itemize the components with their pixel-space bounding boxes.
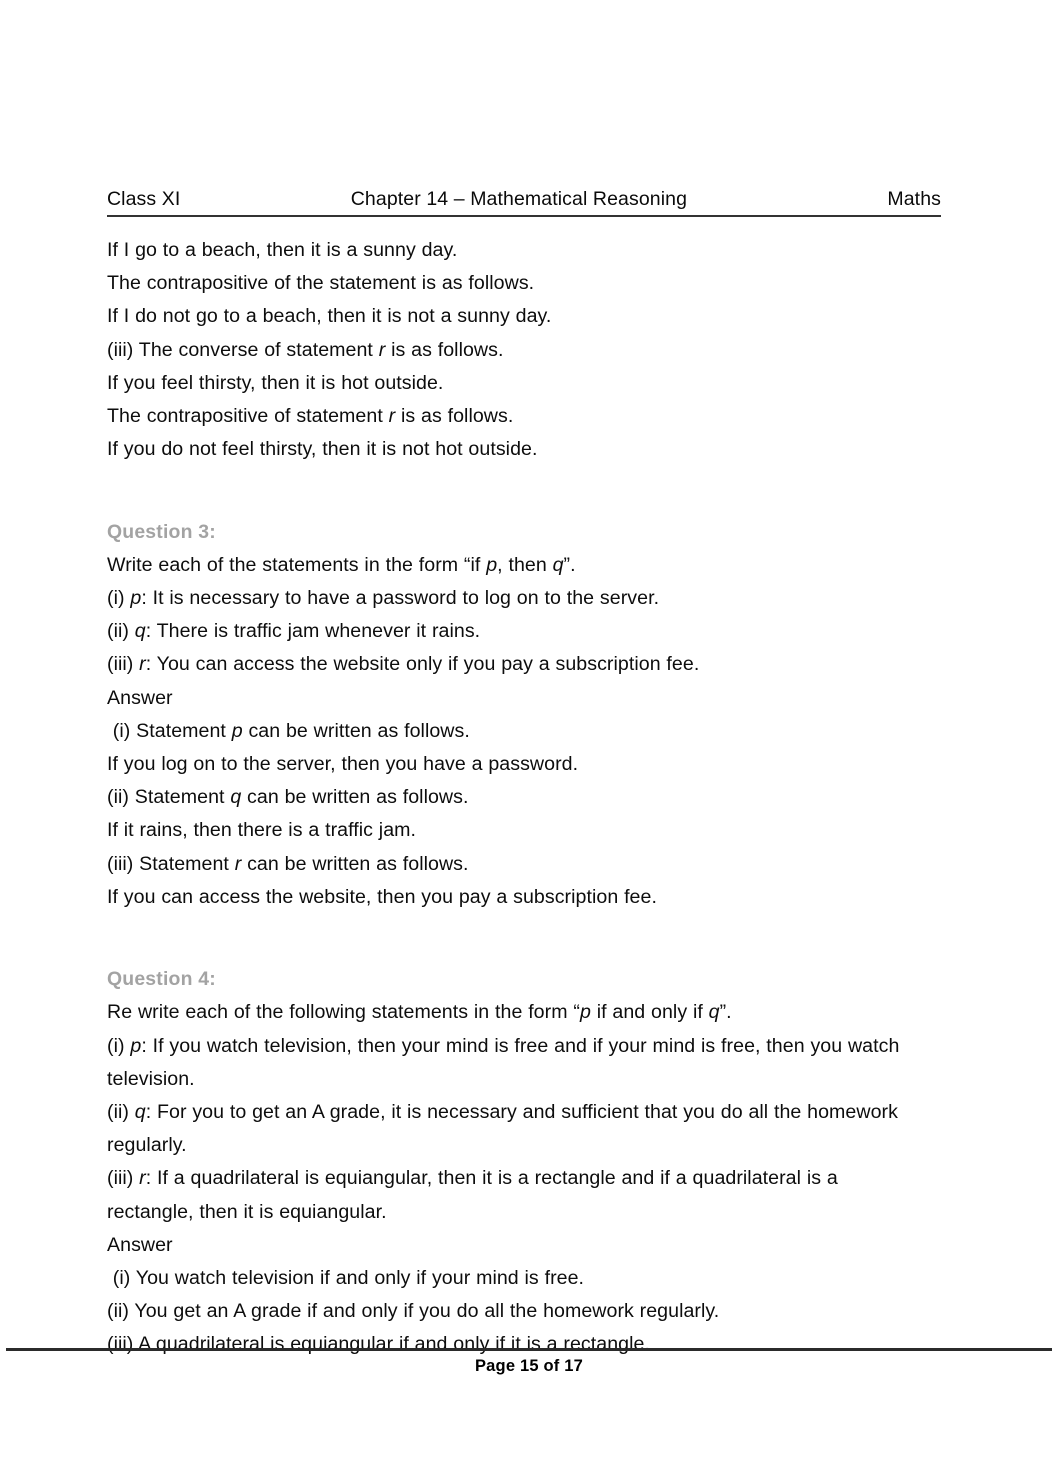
variable-r: r bbox=[378, 338, 386, 361]
converse-prefix-text: (iii) The converse of statement bbox=[107, 338, 379, 361]
item-text: : If you watch television, then your mind is free and if your mind is free, then you watch television. bbox=[107, 1034, 906, 1090]
question-3-answer-ii-statement: If it rains, then there is a traffic jam. bbox=[107, 819, 417, 842]
question-3-answer-label: Answer bbox=[107, 686, 173, 709]
question-3-answer-i-statement: If you log on to the server, then you have a password. bbox=[107, 753, 579, 776]
item-number: (iii) bbox=[107, 1167, 140, 1190]
variable-p: p bbox=[231, 719, 243, 742]
page-number-label: Page 15 of 17 bbox=[474, 1357, 584, 1375]
section-gap bbox=[107, 466, 907, 499]
answer-suffix: can be written as follows. bbox=[241, 786, 469, 809]
variable-r: r bbox=[139, 653, 146, 676]
item-text: : There is traffic jam whenever it rains. bbox=[145, 620, 481, 643]
prompt-text-b: , then bbox=[497, 553, 553, 576]
variable-p: p bbox=[579, 1001, 591, 1024]
prompt-text-a: Re write each of the following statements in the form “ bbox=[107, 1001, 580, 1024]
page-running-footer bbox=[6, 1348, 1052, 1377]
answer-prefix: (i) Statement bbox=[107, 719, 232, 742]
question-3-answer-iii bbox=[107, 848, 907, 881]
converse-suffix-text: is as follows. bbox=[385, 338, 504, 361]
variable-p: p bbox=[130, 587, 142, 610]
question-3-item-i bbox=[107, 582, 907, 615]
continued-iii-contrapositive-answer: If you do not feel thirsty, then it is not hot outside. bbox=[107, 438, 538, 461]
continued-iii-converse-answer: If you feel thirsty, then it is hot outside. bbox=[107, 371, 444, 394]
item-number: (iii) bbox=[107, 653, 140, 676]
contrapositive-suffix-text: is as follows. bbox=[395, 405, 514, 428]
item-text: : If a quadrilateral is equiangular, then it is a rectangle and if a quadrilateral is a rectangle, then it is equiangular. bbox=[107, 1167, 844, 1223]
question-3-item-iii bbox=[107, 648, 907, 681]
continued-iii-converse bbox=[107, 334, 907, 367]
question-4-answer-i: (i) You watch television if and only if your mind is free. bbox=[107, 1267, 585, 1290]
item-number: (ii) bbox=[107, 620, 135, 643]
contrapositive-prefix-text: The contrapositive of statement bbox=[107, 405, 389, 428]
section-gap-small bbox=[107, 500, 907, 516]
question-4-heading: Question 4: bbox=[107, 968, 216, 991]
section-gap bbox=[107, 914, 907, 947]
variable-q: q bbox=[134, 620, 146, 643]
header-subject-label: Maths bbox=[887, 188, 941, 210]
question-3-answer-ii bbox=[107, 781, 907, 814]
prompt-text-a: Write each of the statements in the form “if bbox=[107, 553, 487, 576]
variable-q: q bbox=[708, 1001, 720, 1024]
item-number: (i) bbox=[107, 587, 131, 610]
question-4-answer-ii: (ii) You get an A grade if and only if you do all the homework regularly. bbox=[107, 1300, 720, 1323]
header-class-label: Class XI bbox=[107, 188, 181, 210]
question-3-item-ii bbox=[107, 615, 907, 648]
variable-q: q bbox=[230, 786, 242, 809]
answer-suffix: can be written as follows. bbox=[242, 719, 470, 742]
question-3-answer-i bbox=[107, 715, 907, 748]
continued-line-2: The contrapositive of the statement is as follows. bbox=[107, 272, 535, 295]
answer-prefix: (ii) Statement bbox=[107, 786, 231, 809]
page-running-header bbox=[107, 186, 941, 217]
item-text: : For you to get an A grade, it is necessary and sufficient that you do all the homework regularly. bbox=[107, 1101, 904, 1157]
question-3-answer-iii-statement: If you can access the website, then you pay a subscription fee. bbox=[107, 885, 657, 908]
question-3-heading: Question 3: bbox=[107, 520, 216, 543]
item-number: (i) bbox=[107, 1034, 131, 1057]
header-chapter-title: Chapter 14 – Mathematical Reasoning bbox=[350, 188, 688, 210]
variable-r: r bbox=[388, 405, 396, 428]
item-number: (ii) bbox=[107, 1101, 135, 1124]
page-body bbox=[107, 234, 907, 1362]
continued-line-3: If I do not go to a beach, then it is not a sunny day. bbox=[107, 305, 552, 328]
question-4-answer-label: Answer bbox=[107, 1233, 173, 1256]
variable-p: p bbox=[130, 1034, 142, 1057]
continued-iii-contrapositive bbox=[107, 400, 907, 433]
prompt-text-c: ”. bbox=[563, 553, 576, 576]
question-4-answer-iii: (iii) A quadrilateral is equiangular if and only if it is a rectangle. bbox=[107, 1333, 650, 1356]
question-3-prompt bbox=[107, 549, 907, 582]
variable-q: q bbox=[134, 1101, 146, 1124]
answer-suffix: can be written as follows. bbox=[241, 852, 469, 875]
section-gap-small bbox=[107, 947, 907, 963]
answer-prefix: (iii) Statement bbox=[107, 852, 235, 875]
continued-line-1: If I go to a beach, then it is a sunny day. bbox=[107, 239, 458, 261]
prompt-text-c: ”. bbox=[719, 1001, 732, 1024]
item-text: : It is necessary to have a password to log on to the server. bbox=[141, 587, 660, 610]
question-4-item-i bbox=[107, 1030, 907, 1096]
variable-r: r bbox=[234, 852, 242, 875]
variable-p: p bbox=[486, 553, 498, 576]
question-4-item-iii bbox=[107, 1162, 907, 1228]
prompt-text-b: if and only if bbox=[590, 1001, 709, 1024]
variable-q: q bbox=[552, 553, 564, 576]
question-4-item-ii bbox=[107, 1096, 907, 1162]
item-text: : You can access the website only if you pay a subscription fee. bbox=[145, 653, 700, 676]
variable-r: r bbox=[139, 1167, 146, 1190]
question-4-prompt bbox=[107, 996, 907, 1029]
